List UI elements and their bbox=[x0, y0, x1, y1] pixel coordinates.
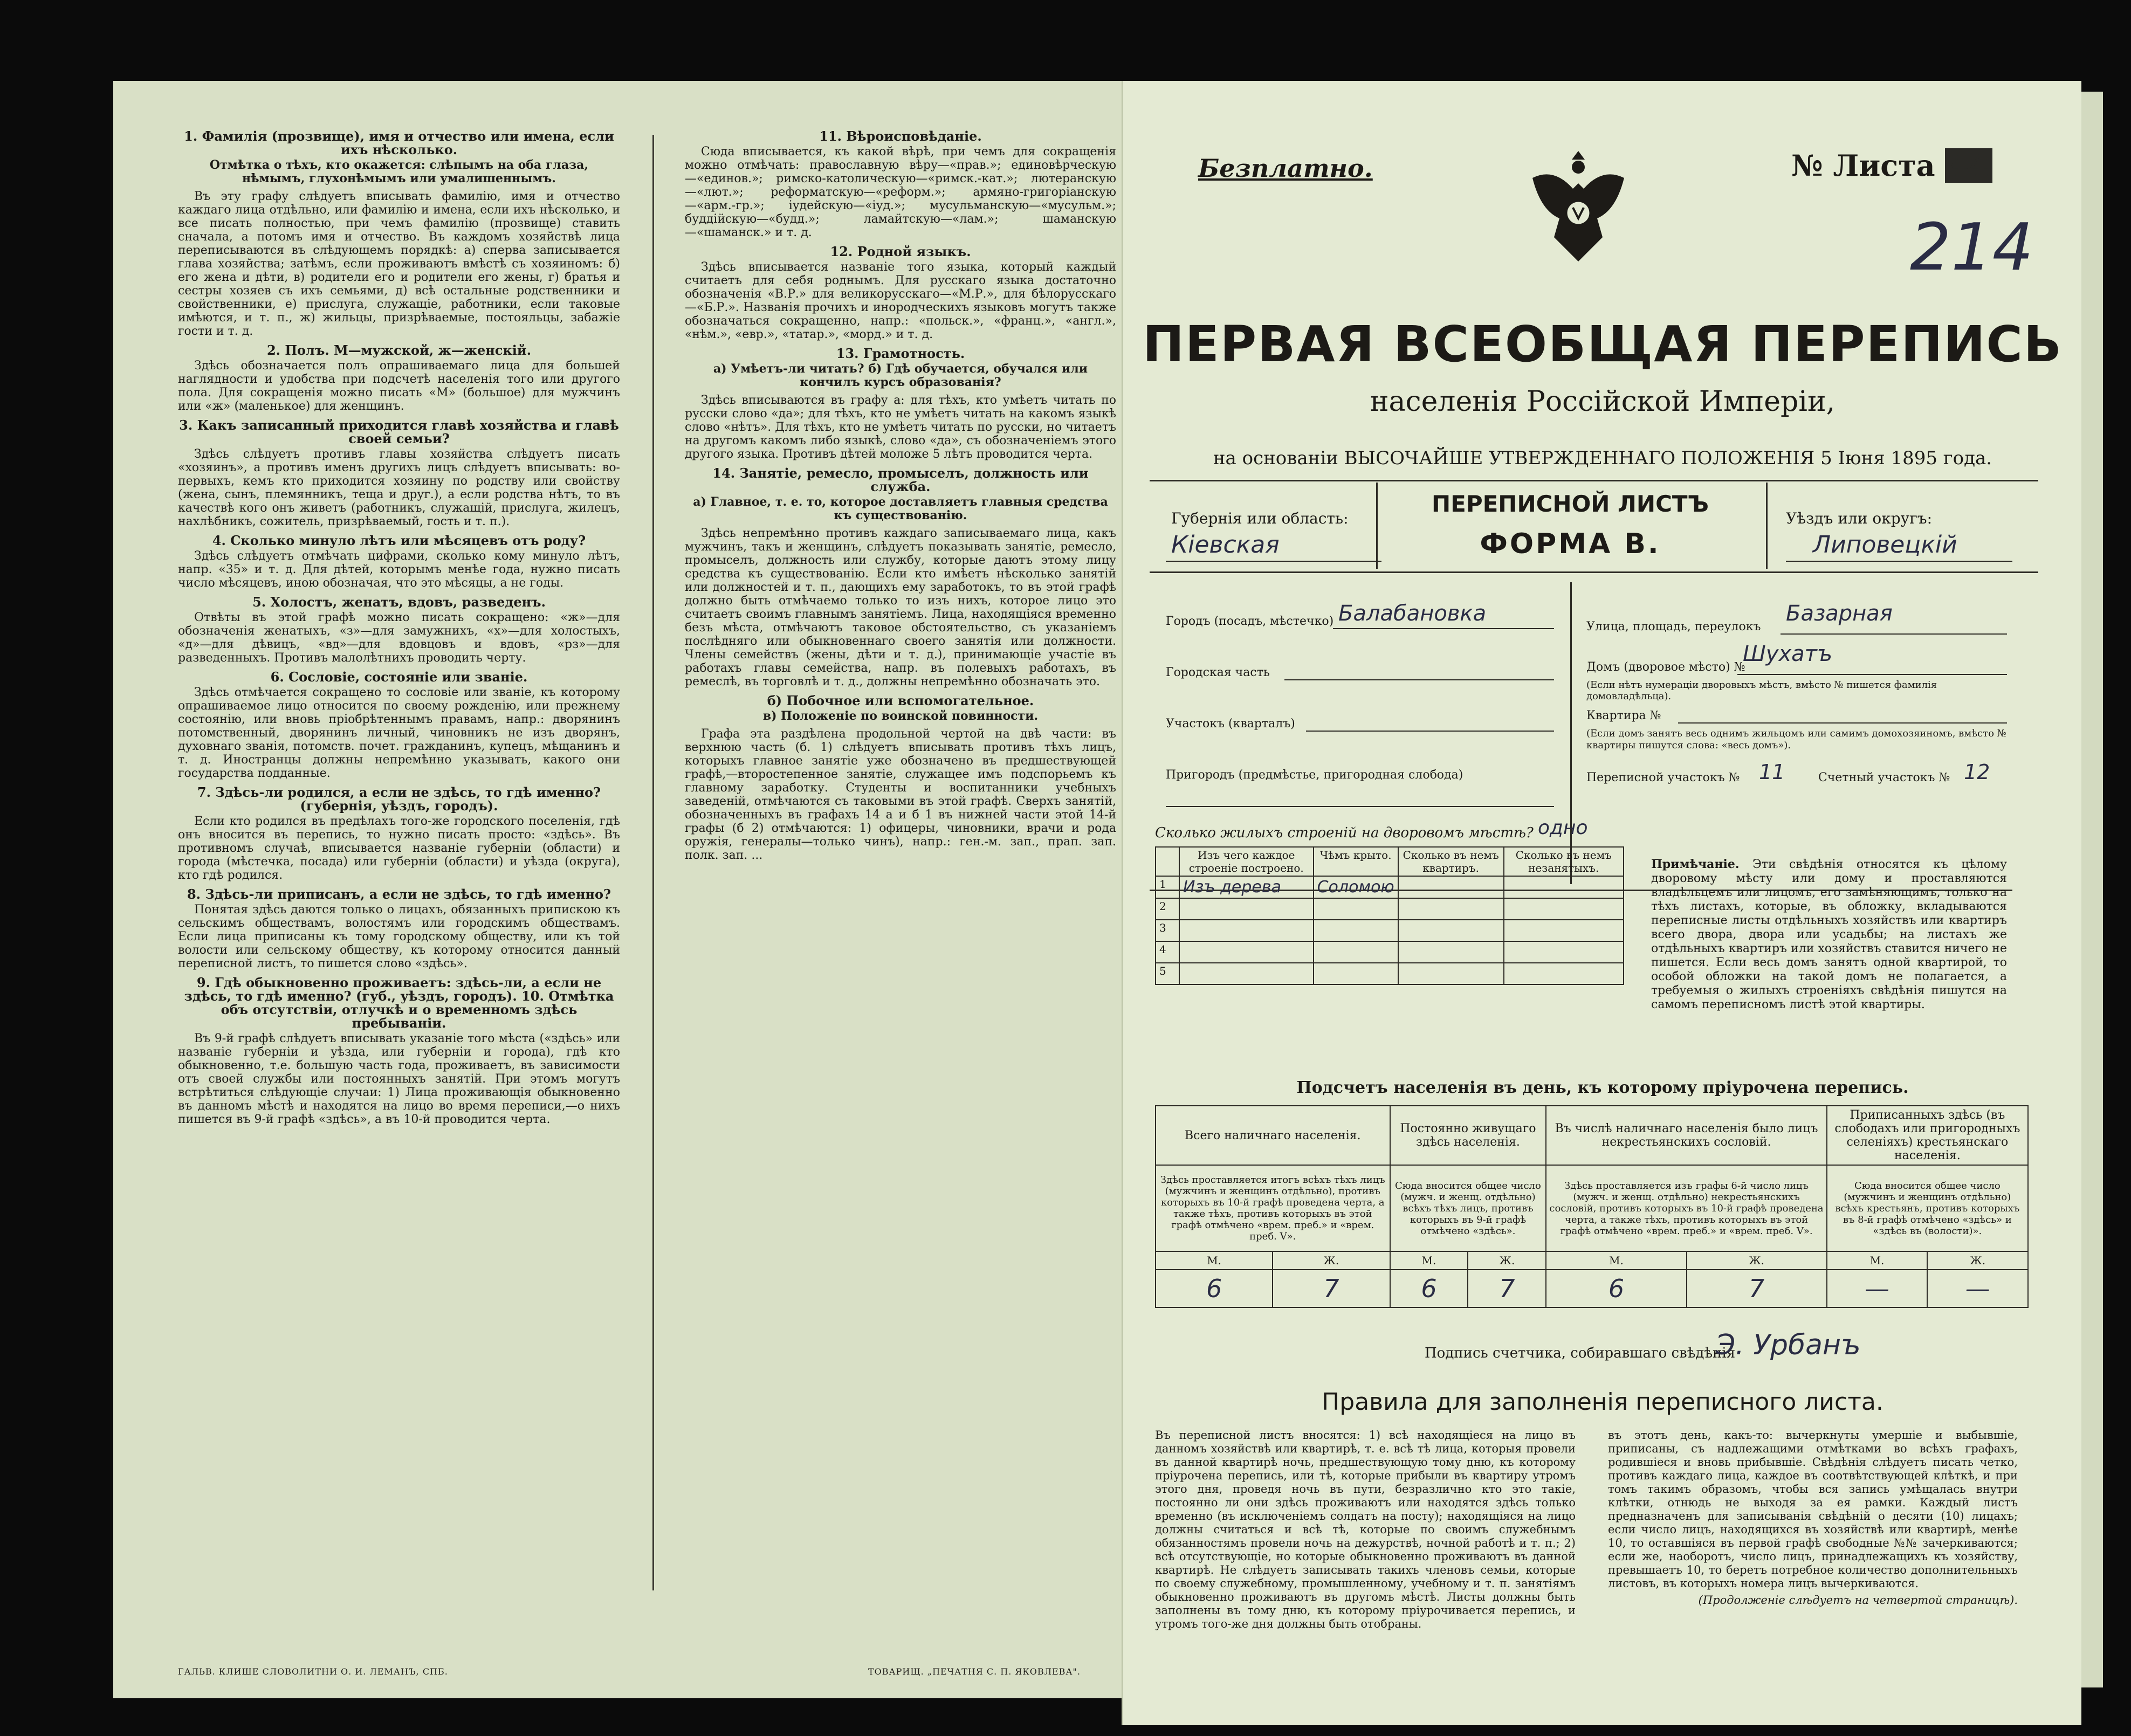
underline bbox=[1306, 731, 1554, 732]
population-count: — bbox=[1827, 1270, 1928, 1307]
district-label: Уѣздъ или округъ: bbox=[1786, 509, 1933, 527]
form-title: ПЕРВАЯ ВСЕОБЩАЯ ПЕРЕПИСЬ bbox=[1142, 315, 2063, 373]
section-body: Понятая здѣсь даются только о лицахъ, обязанныхъ припискою къ сельскимъ обществамъ, волостямъ или городскимъ обществамъ. Если лица приписаны къ тому городскому обществу, или къ той волости или сельскому обществу, къ которому относится данный переписной листъ, то пишется слово «здѣсь». bbox=[178, 903, 620, 970]
section-subheading: Отмѣтка о тѣхъ, кто окажется: слѣпымъ на оба глаза, нѣмымъ, глухонѣмымъ или умалишеннымъ. bbox=[209, 158, 589, 185]
section-body: Здѣсь непремѣнно противъ каждаго записываемаго лица, какъ мужчинъ, такъ и женщинъ, слѣдуетъ показывать занятіе, ремесло, промыселъ, должность или службу, которые даютъ этому лицу средства къ существованію. Если кто имѣетъ нѣсколько занятій или должностей и т. п., дающихъ ему заработокъ, то въ этой графѣ должно быть отмѣчаемо только то изъ нихъ, которое лицо это считаетъ своимъ главнымъ занятіемъ. Лица, находящіяся временно безъ мѣста, отмѣчаютъ таковое обстоятельство, съ указаніемъ послѣдняго или обыкновеннаго своего занятія или должности. Члены семействъ (жены, дѣти и т. д.), принимающіе участіе въ работахъ главы семейства, напр. въ полевыхъ работахъ, въ ремеслѣ, въ торговлѣ и т. д., должны непремѣнно обозначать это. bbox=[685, 527, 1116, 688]
section-heading: 9. Гдѣ обыкновенно проживаетъ: здѣсь-ли, а если не здѣсь, то гдѣ именно? (губ., уѣздъ, городъ). 10. Отмѣтка объ отсутствіи, отлучкѣ и о временномъ здѣсь пребываніи. bbox=[184, 975, 614, 1031]
form-name-line1: ПЕРЕПИСНОЙ ЛИСТЪ bbox=[1431, 491, 1709, 517]
population-count: 6 bbox=[1390, 1270, 1468, 1307]
underline bbox=[1166, 806, 1554, 807]
table-cell bbox=[1398, 963, 1504, 984]
table-cell bbox=[1179, 920, 1314, 941]
sex-header: Ж. bbox=[1927, 1251, 2028, 1270]
note-title: Примѣчаніе. bbox=[1651, 857, 1740, 871]
underline bbox=[1737, 674, 2007, 675]
note-text: Эти свѣдѣнія относятся къ цѣлому дворовому мѣсту или дому и проставляются владѣльцемъ или лицомъ, его замѣняющимъ, только на тѣхъ листахъ, которые, въ обложку, вкладываются переписные листы отдѣльныхъ хозяйствъ или квартиръ всего двора, двора или усадьбы; на листахъ же отдѣльныхъ квартиръ или хозяйствъ ставится ничего не пишется. Если весь домъ занятъ одной квартирой, то особой обложки на такой домъ не полагается, а требуемыя о жилыхъ строеніяхъ свѣдѣнія пишутся на самомъ переписномъ листѣ этой квартиры. bbox=[1651, 858, 2007, 1011]
section-body: Здѣсь вписывается названіе того языка, который каждый считаетъ для себя роднымъ. Для русскаго языка достаточно обозначенія «В.Р.» для великорусскаго—«М.Р.», для бѣлорусскаго—«Б.Р.». Названія прочихъ и инородческихъ языковъ могутъ также обозначаться сокращенно, напр.: «польск.», «франц.», «англ.», «нѣм.», «евр.», «татар.», «морд.» и т. д. bbox=[685, 260, 1116, 341]
underline bbox=[1781, 633, 2007, 635]
section-body: Въ эту графу слѣдуетъ вписывать фамилію, имя и отчество каждаго лица отдѣльно, или фамилію и имена, если ихъ нѣсколько, и все писать полностью, при чемъ фамилію (прозвище) ставить сначала, а потомъ имя и отчество. Въ каждомъ хозяйствѣ лица переписываются въ слѣдующемъ порядкѣ: а) сперва записывается глава хозяйства; затѣмъ, если проживаютъ вмѣстѣ съ хозяиномъ: б) его жена и дѣти, в) родители его и родители его жены, г) братья и сестры хозяев съ ихъ семьями, д) всѣ остальные родственники и свойственники, е) прислуга, служащіе, работники, если таковые имѣются, и т. п., ж) жильцы, призрѣваемые, постояльцы, забажіе гости и т. д. bbox=[178, 190, 620, 338]
section-subheading: в) Положеніе по воинской повинности. bbox=[762, 709, 1039, 723]
section-body: Здѣсь вписываются въ графу а: для тѣхъ, кто умѣетъ читать по русски слово «да»; для тѣхъ, кто не умѣетъ читать на какомъ языкѣ слово «нѣтъ». Для тѣхъ, кто не умѣетъ читать по русски, но читаетъ на другомъ какомъ либо языкѣ, слово «да», съ обозначеніемъ этого другого языка. Противъ дѣтей моложе 5 лѣтъ проводится черта. bbox=[685, 394, 1116, 461]
section-body: Графа эта раздѣлена продольной чертой на двѣ части: въ верхнюю часть (б. 1) слѣдуетъ вписывать противъ тѣхъ лицъ, которыхъ главное занятіе уже обозначено въ предшествующей графѣ,—второстепенное занятіе, служащее имъ подспорьемъ къ главному заработку. Студенты и воспитанники учебныхъ заведеній, отмѣчаются съ таковыми въ этой графѣ. Сверхъ занятій, обозначенныхъ въ графахъ 14 а и б 1 въ нижней части этой 14-й графы (б 2) отмѣчаются: 1) офицеры, чиновники, врачи и рода оружія, генералы—только чинъ), напр.: ген.-м. зап., прап. зап. полк. зап. ... bbox=[685, 727, 1116, 862]
section-body: Если кто родился въ предѣлахъ того-же городского поселенія, гдѣ онъ вносится въ перепись, то нужно писать просто: «здѣсь». Въ противномъ случаѣ, вписывается названіе губерніи (области) и города (мѣстечка, посада) или губерніи (области) и уѣзда (округа), кто гдѣ родился. bbox=[178, 815, 620, 882]
sex-header: Ж. bbox=[1273, 1251, 1390, 1270]
buildings-header: Сколько въ немъ незанятыхъ. bbox=[1504, 847, 1624, 876]
printer-credit-right: ТОВАРИЩ. „ПЕЧАТНЯ С. П. ЯКОВЛЕВА". bbox=[868, 1666, 1081, 1677]
city-label: Городъ (посадъ, мѣстечко) bbox=[1166, 615, 1334, 628]
underline bbox=[1166, 561, 1381, 562]
precinct-label: Участокъ (кварталъ) bbox=[1166, 717, 1295, 731]
section-heading: 7. Здѣсь-ли родился, а если не здѣсь, то гдѣ именно? (губернія, уѣздъ, городъ). bbox=[197, 784, 601, 814]
printer-credit-left: ГАЛЬВ. КЛИШЕ СЛОВОЛИТНИ О. И. ЛЕМАНЪ, СПБ. bbox=[178, 1666, 448, 1677]
section-body: Сюда вписывается, къ какой вѣрѣ, при чемъ для сокращенія можно отмѣчать: православную вѣру—«прав.»; единовѣрческую—«единов.»; римско-католическую—«римск.-кат.»; лютеранскую—«лют.»; реформатскую—«реформ.»; армяно-григоріанскую—«арм.-гр.»; іудейскую—«іуд.»; мусульманскую—«мусульм.»; буддійскую—«будд.»; ламайтскую—«лам.»; шаманскую—«шаманск.» и т. д. bbox=[685, 145, 1116, 239]
table-cell bbox=[1314, 898, 1398, 920]
population-count: 7 bbox=[1468, 1270, 1546, 1307]
section-heading: б) Побочное или вспомогательное. bbox=[767, 693, 1034, 708]
section-heading: 2. Полъ. М—мужской, ж—женскій. bbox=[266, 342, 532, 358]
section-body: Здѣсь отмѣчается сокращено то сословіе или званіе, къ которому опрашиваемое лицо относится по своему рожденію, или прежнему состоянію, или вновь пріобрѣтеннымъ правамъ, напр.: дворянинъ потомственный, дворянинъ личный, чиновникъ не изъ дворянъ, духовнаго званія, потомств. почет. гражданинъ, купецъ, мѣщанинъ и т. д. Иностранцы должны непремѣнно указывать, какого они государства подданные. bbox=[178, 686, 620, 780]
population-note: Сюда вносится общее число (мужч. и женщ. отдѣльно) всѣхъ тѣхъ лицъ, противъ которыхъ въ 9-й графѣ отмѣчено «здѣсь». bbox=[1390, 1165, 1546, 1251]
population-count: — bbox=[1927, 1270, 2028, 1307]
section-subheading: а) Умѣетъ-ли читать? б) Гдѣ обучается, обучался или кончилъ курсъ образованія? bbox=[713, 362, 1088, 389]
rule bbox=[1150, 571, 2038, 573]
section-heading: 1. Фамилія (прозвище), имя и отчество или имена, если ихъ нѣсколько. bbox=[184, 128, 614, 157]
form-basis: на основаніи ВЫСОЧАЙШЕ УТВЕРЖДЕННАГО ПОЛОЖЕНІЯ 5 Іюня 1895 года. bbox=[1213, 447, 1992, 469]
sex-header: Ж. bbox=[1687, 1251, 1827, 1270]
buildings-answer: одно bbox=[1538, 817, 1588, 839]
population-count-table bbox=[1155, 1105, 2029, 1308]
instructions-column-2 bbox=[685, 124, 1116, 866]
census-area-value: 11 bbox=[1759, 760, 1785, 784]
left-page-instructions bbox=[113, 81, 1138, 1698]
buildings-header: Изъ чего каждое строеніе построено. bbox=[1179, 847, 1314, 876]
section-body: Въ 9-й графѣ слѣдуетъ вписывать указаніе того мѣста («здѣсь» или названіе губерніи и уѣзда, или губерніи и города), гдѣ кто обыкновенно, т.е. большую часть года, проживаетъ, въ зависимости отъ своей службы или постоянныхъ занятій. При этомъ могутъ встрѣтиться слѣдующіе случаи: 1) Лица проживающія обыкновенно въ данномъ мѣстѣ и находятся на лицо во время переписи,—о нихъ пишется въ 9-й графѣ «здѣсь», а въ 10-й проводится черта. bbox=[178, 1032, 620, 1126]
table-cell bbox=[1504, 941, 1624, 963]
sex-header: М. bbox=[1827, 1251, 1928, 1270]
section-body: Здѣсь обозначается полъ опрашиваемаго лица для большей наглядности и удобства при подсчетѣ населенія того или другого пола. Для сокращенія можно писать «М» (большое) для мужчинъ или «ж» (маленькое) для женщинъ. bbox=[178, 359, 620, 413]
imperial-eagle-emblem bbox=[1522, 146, 1635, 270]
section-heading: 11. Вѣроисповѣданіе. bbox=[819, 128, 982, 144]
house-note: (Если нѣтъ нумераціи дворовыхъ мѣстъ, вмѣсто № пишется фамилія домовладѣльца). bbox=[1586, 679, 1937, 702]
instructions-column-1 bbox=[178, 124, 620, 1131]
table-cell bbox=[1179, 941, 1314, 963]
rules-column-1: Въ переписной листъ вносятся: 1) всѣ находящіеся на лицо въ данномъ хозяйствѣ или квартирѣ, т. е. всѣ тѣ лица, которыя провели въ данной квартирѣ ночь, предшествующую тому дню, къ которому пріурочена перепись, или тѣ, которые прибыли въ квартиру утромъ этого дня, проведя ночь въ пути, безразлично кто это такіе, постоянно ли они здѣсь проживаютъ или находятся здѣсь только временно (въ исключеніемъ солдатъ на посту); находящіяся на лицо должны считаться и всѣ тѣ, которые по своимъ служебнымъ обязанностямъ провели ночь на дежурствѣ, ночной работѣ и т. п.; 2) всѣ отсутствующіе, но которые обыкновенно проживаютъ въ данной квартирѣ. Не слѣдуетъ записывать такихъ членовъ семьи, которые по своему служебному, промышленному, учебному и т. п. занятіямъ обыкновенно проживаютъ въ другомъ мѣстѣ. Листы должны быть заполнены въ тому дню, къ которому пріурочивается перепись, и утромъ того-же дня должны быть отобраны. bbox=[1155, 1429, 1576, 1630]
street-label: Улица, площадь, переулокъ bbox=[1586, 620, 1761, 633]
section-body: Здѣсь слѣдуетъ отмѣчать цифрами, сколько кому минуло лѣтъ, напр. «35» и т. д. Для дѣтей, которымъ менѣе года, нужно писать число мѣсяцевъ, иною обозначая, что это мѣсяцы, а не годы. bbox=[178, 549, 620, 590]
table-row bbox=[1156, 876, 1624, 898]
form-subtitle: населенія Россійской Имперіи, bbox=[1370, 385, 1836, 418]
table-cell bbox=[1398, 920, 1504, 941]
province-label: Губернія или область: bbox=[1171, 509, 1349, 527]
note-block bbox=[1651, 857, 2007, 1012]
signature-label: Подпись счетчика, собиравшаго свѣдѣнія bbox=[1425, 1345, 1736, 1361]
section-heading: 4. Сколько минуло лѣтъ или мѣсяцевъ отъ роду? bbox=[212, 533, 586, 548]
table-cell bbox=[1504, 963, 1624, 984]
table-cell bbox=[1179, 963, 1314, 984]
city-part-label: Городская часть bbox=[1166, 666, 1270, 679]
row-number: 5 bbox=[1156, 963, 1179, 984]
underline bbox=[1786, 561, 2012, 562]
apartment-label: Квартира № bbox=[1586, 709, 1661, 722]
population-title: Подсчетъ населенія въ день, къ которому пріурочена перепись. bbox=[1296, 1078, 1909, 1097]
rule bbox=[1150, 480, 2038, 481]
suburb-label: Пригородъ (предмѣстье, пригородная слобода) bbox=[1166, 768, 1463, 782]
population-note: Здѣсь проставляется изъ графы 6-й число лицъ (мужч. и женщ. отдѣльно) некрестьянскихъ сословій, противъ которыхъ въ 10-й графѣ проведена черта, а также тѣхъ, противъ которыхъ въ этой графѣ отмѣчено «врем. преб.» и «врем. преб. V». bbox=[1546, 1165, 1826, 1251]
row-number: 1 bbox=[1156, 876, 1179, 898]
buildings-table bbox=[1155, 846, 1624, 985]
section-subheading: а) Главное, т. е. то, которое доставляетъ главныя средства къ существованію. bbox=[693, 495, 1108, 522]
section-heading: 3. Какъ записанный приходится главѣ хозяйства и главѣ своей семьи? bbox=[179, 417, 619, 446]
apartment-note: (Если домъ занятъ весь однимъ жильцомъ или самимъ домохозяиномъ, вмѣсто № квартиры пишутся слова: «весь домъ»). bbox=[1586, 728, 2006, 751]
house-value: Шухатъ bbox=[1743, 642, 1833, 666]
address-divider bbox=[1570, 582, 1572, 884]
col-num bbox=[1156, 847, 1179, 876]
street-value: Базарная bbox=[1786, 601, 1893, 626]
column-divider bbox=[652, 135, 654, 1590]
buildings-header: Сколько въ немъ квартиръ. bbox=[1398, 847, 1504, 876]
population-header: Приписанныхъ здѣсь (въ слободахъ или пригородныхъ селеніяхъ) крестьянскаго населенія. bbox=[1827, 1106, 2028, 1165]
rules-title: Правила для заполненія переписного листа. bbox=[1322, 1388, 1883, 1416]
population-count: 6 bbox=[1546, 1270, 1686, 1307]
table-cell bbox=[1504, 876, 1624, 898]
census-form-page bbox=[1122, 81, 2081, 1725]
table-cell bbox=[1504, 920, 1624, 941]
population-header: Въ числѣ наличнаго населенія было лицъ некрестьянскихъ сословій. bbox=[1546, 1106, 1826, 1165]
population-count: 6 bbox=[1156, 1270, 1273, 1307]
sex-header: М. bbox=[1546, 1251, 1686, 1270]
row-number: 4 bbox=[1156, 941, 1179, 963]
population-header: Всего наличнаго населенія. bbox=[1156, 1106, 1390, 1165]
table-cell bbox=[1504, 898, 1624, 920]
section-heading: 14. Занятіе, ремесло, промыселъ, должность или служба. bbox=[712, 465, 1089, 494]
table-cell bbox=[1398, 898, 1504, 920]
table-cell: Изъ дерева bbox=[1179, 876, 1314, 898]
table-cell bbox=[1398, 876, 1504, 898]
population-header: Постоянно живущаго здѣсь населенія. bbox=[1390, 1106, 1546, 1165]
province-value: Кіевская bbox=[1171, 531, 1280, 559]
section-heading: 5. Холостъ, женатъ, вдовъ, разведенъ. bbox=[252, 594, 546, 610]
sex-header: М. bbox=[1390, 1251, 1468, 1270]
city-value: Балабановка bbox=[1338, 601, 1487, 626]
row-number: 2 bbox=[1156, 898, 1179, 920]
underline bbox=[1333, 628, 1554, 629]
table-cell bbox=[1314, 941, 1398, 963]
sex-header: Ж. bbox=[1468, 1251, 1546, 1270]
count-area-value: 12 bbox=[1964, 760, 1990, 784]
section-heading: 13. Грамотность. bbox=[836, 346, 965, 361]
count-area-label: Счетный участокъ № bbox=[1818, 771, 1950, 784]
section-heading: 8. Здѣсь-ли приписанъ, а если не здѣсь, то гдѣ именно? bbox=[187, 886, 611, 902]
table-cell bbox=[1398, 941, 1504, 963]
form-name-frame bbox=[1376, 483, 1768, 569]
population-note: Сюда вносится общее число (мужчинъ и женщинъ отдѣльно) всѣхъ крестьянъ, противъ которыхъ въ 8-й графѣ отмѣчено «здѣсь» и «здѣсь въ (волости)». bbox=[1827, 1165, 2028, 1251]
population-count: 7 bbox=[1273, 1270, 1390, 1307]
population-count: 7 bbox=[1687, 1270, 1827, 1307]
census-area-label: Переписной участокъ № bbox=[1586, 771, 1740, 784]
district-value: Липовецкій bbox=[1813, 531, 1957, 559]
table-cell bbox=[1314, 963, 1398, 984]
sheet-number-label: № Листа bbox=[1791, 148, 1935, 183]
crossed-out-number: 44 bbox=[1945, 148, 1992, 183]
table-row bbox=[1156, 941, 1624, 963]
form-name-line2: ФОРМА В. bbox=[1480, 528, 1661, 560]
free-label: Безплатно. bbox=[1198, 154, 1373, 183]
table-cell bbox=[1179, 898, 1314, 920]
house-label: Домъ (дворовое мѣсто) № bbox=[1586, 660, 1745, 674]
underline bbox=[1284, 679, 1554, 680]
buildings-header: Чѣмъ крыто. bbox=[1314, 847, 1398, 876]
sheet-number bbox=[1791, 148, 1992, 183]
table-row bbox=[1156, 898, 1624, 920]
rules-column-2 bbox=[1608, 1429, 2018, 1607]
rules-continuation: (Продолженіе слѣдуетъ на четвертой страницѣ). bbox=[1698, 1594, 2018, 1607]
signature-value: Э. Урбанъ bbox=[1716, 1329, 1861, 1361]
handwritten-sheet-number: 214 bbox=[1910, 210, 2034, 285]
table-row bbox=[1156, 963, 1624, 984]
table-row bbox=[1156, 920, 1624, 941]
buildings-question: Сколько жилыхъ строеній на дворовомъ мѣстѣ? bbox=[1155, 825, 1534, 841]
section-body: Здѣсь слѣдуетъ противъ главы хозяйства слѣдуетъ писать «хозяинъ», а противъ именъ другихъ лицъ слѣдуетъ вписывать: во-первыхъ, кемъ кто приходится хозяину по родству или свойству (жена, сынъ, племянникъ, теща и друг.), а если родства нѣтъ, то въ качествѣ кого онъ живетъ (работникъ, служащій, прислуга, жилецъ, нахлѣбникъ, сожитель, призрѣваемый, гость и т. п.). bbox=[178, 447, 620, 528]
underline bbox=[1678, 722, 2007, 724]
section-heading: 6. Сословіе, состояніе или званіе. bbox=[270, 669, 528, 685]
rules-column-2-text: въ этотъ день, какъ-то: вычеркнуты умершіе и выбывшіе, приписаны, съ надлежащими отмѣтками во всѣхъ графахъ, родившіеся и вновь прибывшіе. Свѣдѣнія слѣдуетъ писать четко, противъ каждаго лица, каждое въ соотвѣтствующей клѣткѣ, и при томъ такимъ образомъ, чтобы вся запись умѣщалась внутри клѣтки, отнюдь не выходя за ея рамки. Каждый листъ предназначенъ для записыванія свѣдѣній о десяти (10) лицахъ; если число лицъ, находящихся въ хозяйствѣ или квартирѣ, менѣе 10, то оставшіяся въ первой графѣ свободные №№ зачеркиваются; если же, наоборотъ, число лицъ, принадлежащихъ къ хозяйству, превышаетъ 10, то беретъ потребное количество дополнительныхъ листовъ, въ которыхъ номера лицъ вычеркиваются. bbox=[1608, 1429, 2018, 1590]
section-heading: 12. Родной языкъ. bbox=[830, 244, 971, 259]
sex-header: М. bbox=[1156, 1251, 1273, 1270]
table-cell bbox=[1314, 920, 1398, 941]
table-cell: Соломою bbox=[1314, 876, 1398, 898]
row-number: 3 bbox=[1156, 920, 1179, 941]
section-body: Отвѣты въ этой графѣ можно писать сокращено: «ж»—для обозначенія женатыхъ, «з»—для замужнихъ, «х»—для холостыхъ, «д»—для дѣвицъ, «вд»—для вдовцовъ и вдовъ, «рз»—для разведенныхъ. Противъ малолѣтнихъ проводить черту. bbox=[178, 611, 620, 665]
population-note: Здѣсь проставляется итогъ всѣхъ тѣхъ лицъ (мужчинъ и женщинъ отдѣльно), противъ которыхъ въ 10-й графѣ проведена черта, а также тѣхъ, противъ которыхъ въ этой графѣ отмѣчено «врем. преб.» и «врем. преб. V». bbox=[1156, 1165, 1390, 1251]
